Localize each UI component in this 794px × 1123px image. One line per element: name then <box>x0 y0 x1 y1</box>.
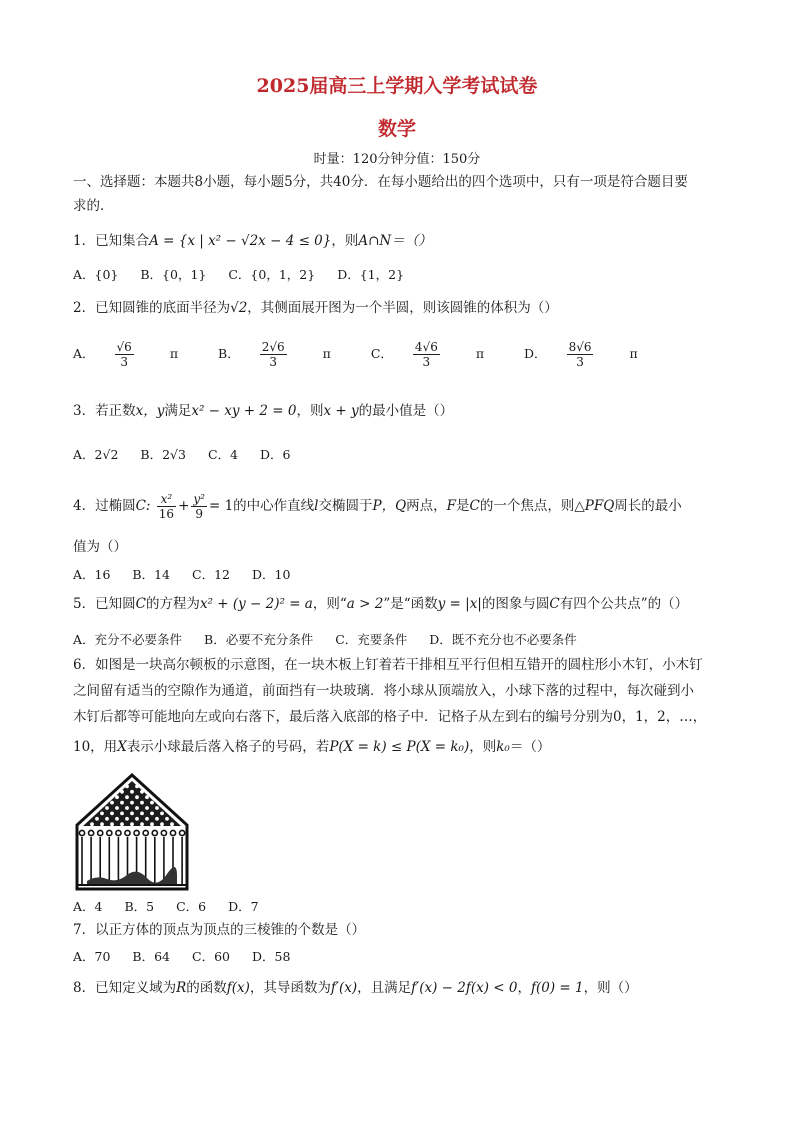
q2-option-b-pi: π <box>322 346 331 361</box>
q2-text-a: 2．已知圆锥的底面半径为 <box>73 300 231 316</box>
q2-option-a-pi: π <box>169 346 179 361</box>
q4-option-b: B．14 <box>132 567 171 582</box>
q2-option-d-den: 3 <box>576 355 584 369</box>
q8-function: f(x) <box>226 980 250 996</box>
q2-option-c-num: 4√6 <box>414 340 438 354</box>
q5-option-c: C．充要条件 <box>335 632 408 647</box>
slot-cap <box>98 830 103 835</box>
q4-focus: F <box>446 498 457 514</box>
q2-option-c <box>370 340 502 369</box>
question-7-options <box>73 947 308 965</box>
q4-text-g: 两点， <box>406 498 447 514</box>
question-6-options <box>73 897 277 915</box>
q5-text-i: 的图象与圆 <box>481 596 550 612</box>
question-5-options <box>73 630 595 648</box>
q7-option-a: A．70 <box>73 949 111 964</box>
peg <box>155 806 159 810</box>
slot-cap <box>170 830 175 835</box>
q5-text-a: 5．已知圆 <box>73 596 136 612</box>
q2-option-d-label: D． <box>524 346 547 361</box>
peg <box>145 795 149 799</box>
peg <box>125 817 129 821</box>
question-6-line1: 6．如图是一块高尔顿板的示意图，在一块木板上钉着若干排相互平行但相互错开的圆柱形小木钉，小木钉 <box>73 657 703 673</box>
question-1-options <box>73 265 422 283</box>
q5-equation: x² + (y − 2)² = a <box>199 596 313 612</box>
peg <box>150 822 154 826</box>
q8-text-a: 8．已知定义域为 <box>73 980 177 996</box>
q2-option-d-num: 8√6 <box>568 340 592 354</box>
q8-derivative: f′(x) <box>330 980 358 996</box>
peg <box>115 806 119 810</box>
q2-option-c-den: 3 <box>422 355 431 369</box>
q5-text-e: ，则“ <box>312 596 347 612</box>
galton-board-figure <box>73 773 191 891</box>
slot-cap <box>161 830 166 835</box>
q5-option-a: A．充分不必要条件 <box>73 632 183 647</box>
question-1-stem <box>73 231 733 251</box>
slot-cap <box>116 830 121 835</box>
q4-frac1-den: 16 <box>158 507 175 521</box>
peg <box>120 812 124 816</box>
q3-text-a: 3．若正数 <box>73 403 136 419</box>
peg <box>160 822 164 826</box>
q5-option-d: D．既不充分也不必要条件 <box>429 632 577 647</box>
q4-option-c: C．12 <box>192 567 230 582</box>
q7-option-b: B．64 <box>132 949 171 964</box>
q7-option-c: C．60 <box>192 949 230 964</box>
q6-text-g: ＝（） <box>509 739 551 755</box>
q3-option-b: B．2√3 <box>140 447 186 462</box>
peg <box>160 812 164 816</box>
q4-line-l: l <box>314 498 319 514</box>
peg <box>90 822 94 826</box>
peg <box>120 822 124 826</box>
q4-text-m: 周长的最小 <box>614 498 682 514</box>
peg <box>105 817 109 821</box>
q3-sum: x + y <box>323 403 359 419</box>
peg <box>105 806 109 810</box>
q8-text-g: ，且满足 <box>357 980 412 996</box>
peg <box>140 822 144 826</box>
peg <box>140 790 144 794</box>
slot-cap <box>125 830 130 835</box>
q6-inequality: P(X = k) ≤ P(X = k₀) <box>329 739 470 755</box>
q6-option-d: D．7 <box>228 899 259 914</box>
q6-var-x: X <box>117 739 127 755</box>
slot-cap <box>180 830 185 835</box>
q6-option-a: A．4 <box>73 899 103 914</box>
peg <box>135 785 139 789</box>
peg <box>120 801 124 805</box>
q2-option-a-label: A． <box>73 346 95 361</box>
q3-option-a: A．2√2 <box>73 447 119 462</box>
question-5-stem <box>73 594 733 614</box>
peg <box>130 790 134 794</box>
question-6-line3: 木钉后都等可能地向左或向右落下，最后落入底部的格子中．记格子从左到右的编号分别为0，1，2，…， <box>73 709 707 725</box>
peg <box>150 812 154 816</box>
q4-triangle: PFQ <box>584 498 615 514</box>
q2-option-b-label: B． <box>218 346 240 361</box>
peg <box>125 795 129 799</box>
question-3-options <box>73 445 308 463</box>
q3-text-g: 的最小值是（） <box>358 403 454 419</box>
q2-option-c-label: C． <box>370 346 393 361</box>
q2-option-b-den: 3 <box>269 355 277 369</box>
q4-text-e: 交椭圆于 <box>318 498 373 514</box>
q3-option-d: D．6 <box>259 447 291 462</box>
q7-option-d: D．58 <box>251 949 291 964</box>
peg <box>110 801 114 805</box>
q8-domain: R <box>176 980 187 996</box>
q6-text-a: 10，用 <box>73 739 118 755</box>
q6-option-b: B．5 <box>124 899 155 914</box>
q4-option-d: D．10 <box>251 567 291 582</box>
q2-option-b-num: 2√6 <box>261 340 285 354</box>
question-7-stem: 7．以正方体的顶点为顶点的三棱锥的个数是（） <box>73 922 366 938</box>
q4-text-k: 的一个焦点，则△ <box>479 498 585 514</box>
peg <box>100 822 104 826</box>
q5-text-k: 有四个公共点”的（） <box>559 596 689 612</box>
question-8-stem <box>73 978 733 998</box>
q8-text-i: ， <box>517 980 531 996</box>
q1-option-a: A．{0} <box>73 267 119 282</box>
peg <box>135 795 139 799</box>
slot-cap <box>79 830 84 835</box>
section1-intro-line2: 求的． <box>73 198 114 214</box>
q2-option-c-pi: π <box>475 346 485 361</box>
q2-option-a <box>73 340 196 369</box>
q1-text-c: ，则 <box>331 233 359 249</box>
q4-frac2-den: 9 <box>195 507 203 521</box>
q2-option-b <box>218 340 349 369</box>
q6-text-c: 表示小球最后落入格子的号码，若 <box>126 739 330 755</box>
peg <box>170 822 174 826</box>
peg <box>145 806 149 810</box>
q1-option-d: D．{1，2} <box>337 267 405 282</box>
q2-radius: √2 <box>230 300 248 316</box>
q5-circle: C <box>135 596 146 612</box>
q1-option-c: C．{0，1，2} <box>228 267 316 282</box>
q8-inequality: f′(x) − 2f(x) < 0 <box>411 980 518 996</box>
question-2-options <box>73 340 674 369</box>
q4-text-a: 4．过椭圆 <box>73 498 136 514</box>
slot-cap <box>152 830 157 835</box>
q3-option-c: C．4 <box>207 447 238 462</box>
q4-ellipse-name: C: <box>135 498 151 514</box>
q2-option-a-num: √6 <box>116 340 132 354</box>
q3-text-c: 满足 <box>164 403 192 419</box>
peg <box>110 822 114 826</box>
slot-cap <box>134 830 139 835</box>
q2-option-d <box>524 340 656 369</box>
peg <box>140 812 144 816</box>
subject-title: 数学 <box>377 118 416 140</box>
peg <box>135 806 139 810</box>
slot-cap <box>143 830 148 835</box>
q4-text-c: = 1的中心作直线 <box>208 498 315 514</box>
question-4-stem-line2: 值为（） <box>73 539 127 555</box>
q8-text-k: ，则（） <box>583 980 638 996</box>
q3-equation: x² − xy + 2 = 0 <box>191 403 297 419</box>
q4-plus: + <box>178 498 190 514</box>
question-6-line4 <box>73 737 733 757</box>
question-6-line2: 之间留有适当的空隙作为通道，前面挡有一块玻璃．将小球从顶端放入，小球下落的过程中，每次碰到小 <box>73 683 694 699</box>
q5-text-c: 的方程为 <box>145 596 200 612</box>
peg <box>150 801 154 805</box>
section1-intro-line1: 一、选择题：本题共8小题，每小题5分，共40分．在每小题给出的四个选项中，只有一项是符合题目要 <box>73 174 688 190</box>
peg <box>115 817 119 821</box>
question-4-options <box>73 565 308 583</box>
peg <box>130 822 134 826</box>
q4-option-a: A．16 <box>73 567 111 582</box>
peg <box>130 812 134 816</box>
q8-text-c: 的函数 <box>186 980 227 996</box>
exam-meta: 时量：120分钟分值：150分 <box>313 152 481 167</box>
peg <box>155 817 159 821</box>
question-4-stem <box>73 488 733 524</box>
q1-text-a: 1．已知集合 <box>73 233 150 249</box>
question-3-stem <box>73 401 733 421</box>
peg <box>145 817 149 821</box>
q5-function: y = |x| <box>437 596 482 612</box>
question-2-stem <box>73 298 733 318</box>
peg <box>125 806 129 810</box>
peg <box>140 801 144 805</box>
q6-text-e: ，则 <box>469 739 497 755</box>
q4-frac2-num: y² <box>193 492 205 506</box>
q6-option-c: C．6 <box>176 899 207 914</box>
peg <box>130 801 134 805</box>
peg <box>95 817 99 821</box>
peg <box>110 812 114 816</box>
q1-set: A = {x | x² − √2x − 4 ≤ 0} <box>149 233 332 249</box>
q5-circle-ref: C <box>549 596 560 612</box>
q8-initial: f(0) = 1 <box>530 980 584 996</box>
slot-cap <box>107 830 112 835</box>
exam-title: 2025届高三上学期入学考试试卷 <box>256 75 538 97</box>
peg <box>115 795 119 799</box>
q3-vars: x，y <box>135 403 165 419</box>
peg <box>125 785 129 789</box>
q2-text-c: ，其侧面展开图为一个半圆，则该圆锥的体积为（） <box>247 300 558 316</box>
q3-text-e: ，则 <box>296 403 324 419</box>
q5-option-b: B．必要不充分条件 <box>204 632 314 647</box>
q2-option-a-den: 3 <box>120 355 128 369</box>
q8-text-e: ，其导函数为 <box>249 980 331 996</box>
peg <box>135 817 139 821</box>
q5-text-g: ”是“函数 <box>383 596 438 612</box>
peg <box>100 812 104 816</box>
q1-option-b: B．{0，1} <box>140 267 207 282</box>
q4-ellipse-ref: C <box>469 498 480 514</box>
q4-frac1-num: x² <box>157 492 176 507</box>
slot-cap <box>89 830 94 835</box>
q4-text-i: 是 <box>456 498 470 514</box>
q2-option-d-pi: π <box>629 346 638 361</box>
q1-expr: A∩N＝（） <box>358 233 432 249</box>
q6-k0: k₀ <box>496 739 510 755</box>
peg <box>120 790 124 794</box>
q4-points: P，Q <box>372 498 407 514</box>
q5-condition: a > 2 <box>346 596 384 612</box>
peg <box>165 817 169 821</box>
